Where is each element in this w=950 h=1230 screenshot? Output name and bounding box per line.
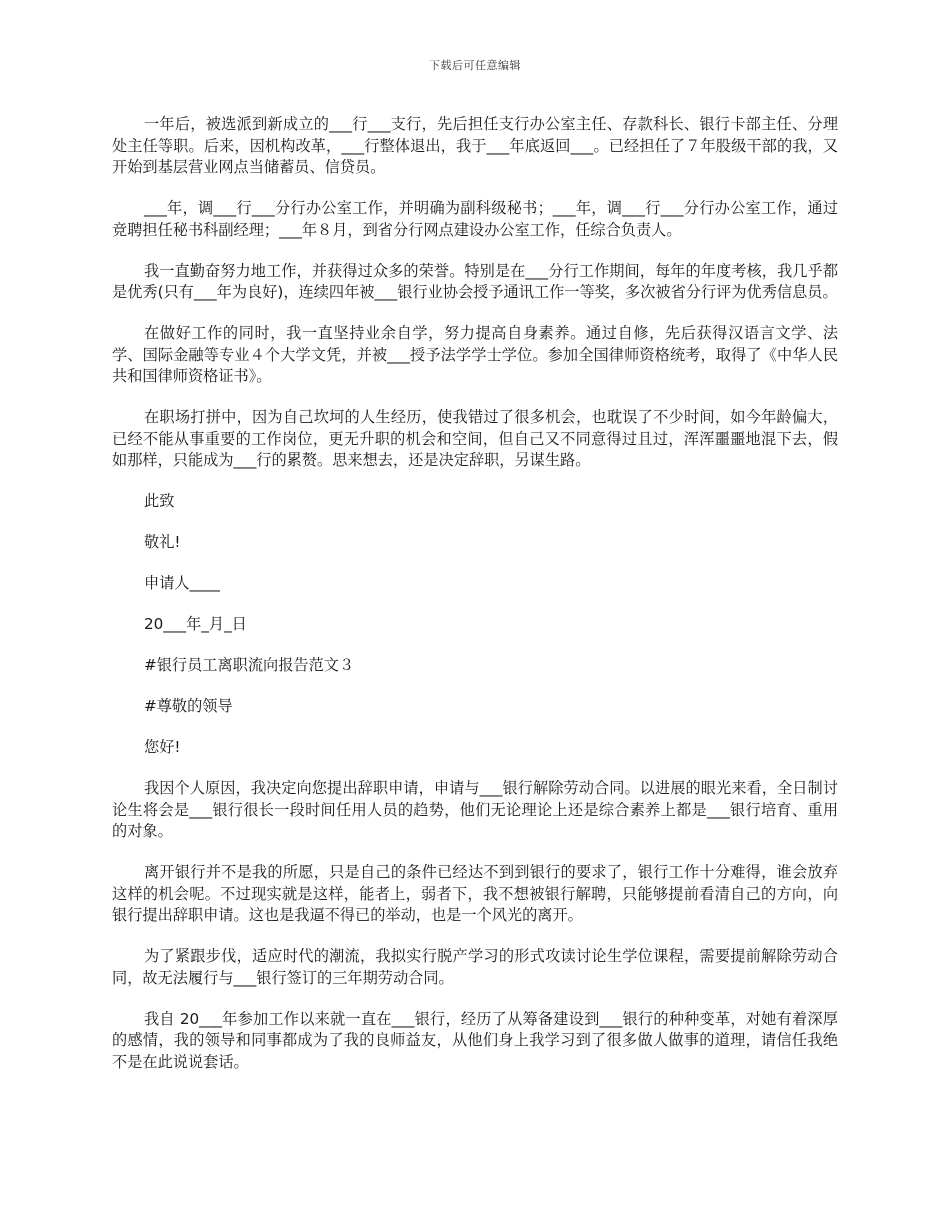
paragraph: 我因个人原因，我决定向您提出辞职申请，申请与___银行解除劳动合同。以进展的眼光来看，全日制讨论生将会是___银行很长一段时间任用人员的趋势，他们无论理论上还是综合素养上都是___银行培育、重用的对象。	[112, 779, 838, 840]
page-header: 下载后可任意编辑	[429, 59, 521, 72]
salutation-line: 敬礼!	[144, 533, 181, 551]
greeting-line: 您好!	[144, 738, 181, 756]
paragraph: 我自 20___年参加工作以来就一直在___银行，经历了从筹备建设到___银行的种种变革，对她有着深厚的感情，我的领导和同事都成为了我的良师益友，从他们身上我学习到了很多做人做事的道理，请信任我绝不是在此说说套话。	[112, 1009, 838, 1071]
section-heading: #银行员工离职流向报告范文３	[144, 656, 355, 674]
paragraph: 在做好工作的同时，我一直坚持业余自学，努力提高自身素养。通过自修，先后获得汉语言文学、法学、国际金融等专业４个大学文凭，并被___授予法学学士学位。参加全国律师资格统考，取得了《中华人民共和国律师资格证书》。	[112, 324, 838, 385]
addressee-line: #尊敬的领导	[144, 697, 233, 715]
paragraph: 为了紧跟步伐，适应时代的潮流，我拟实行脱产学习的形式攻读讨论生学位课程，需要提前解除劳动合同，故无法履行与___银行签订的三年期劳动合同。	[112, 947, 838, 987]
paragraph: 离开银行并不是我的所愿，只是自己的条件已经达不到到银行的要求了，银行工作十分难得，谁会放弃这样的机会呢。不过现实就是这样，能者上，弱者下，我不想被银行解聘，只能够提前看清自己的方向，向银行提出辞职申请。这也是我逼不得已的举动，也是一个风光的离开。	[112, 863, 838, 924]
document-body	[112, 114, 838, 1093]
paragraph: ___年，调___行___分行办公室工作，并明确为副科级秘书；___年，调___行___分行办公室工作，通过竞聘担任秘书科副经理；___年８月，到省分行网点建设办公室工作，任综合负责人。	[112, 199, 838, 239]
paragraph: 在职场打拼中，因为自己坎坷的人生经历，使我错过了很多机会，也耽误了不少时间，如今年龄偏大，已经不能从事重要的工作岗位，更无升职的机会和空间，但自己又不同意得过且过，浑浑噩噩地混下去，假如那样，只能成为___行的累赘。思来想去，还是决定辞职，另谋生路。	[112, 408, 838, 469]
paragraph: 我一直勤奋努力地工作，并获得过众多的荣誉。特别是在___分行工作期间，每年的年度考核，我几乎都是优秀(只有___年为良好)，连续四年被___银行业协会授予通讯工作一等奖，多次被省分行评为优秀信息员。	[112, 261, 838, 301]
closing-line: 此致	[144, 492, 175, 510]
paragraph: 一年后，被选派到新成立的___行___支行，先后担任支行办公室主任、存款科长、银行卡部主任、分理处主任等职。后来，因机构改革，___行整体退出，我于___年底返回___。已经担任了７年股级干部的我，又开始到基层营业网点当储蓄员、信贷员。	[112, 115, 838, 176]
applicant-line: 申请人____	[144, 574, 220, 592]
date-line: 20___年_月_日	[144, 615, 247, 633]
